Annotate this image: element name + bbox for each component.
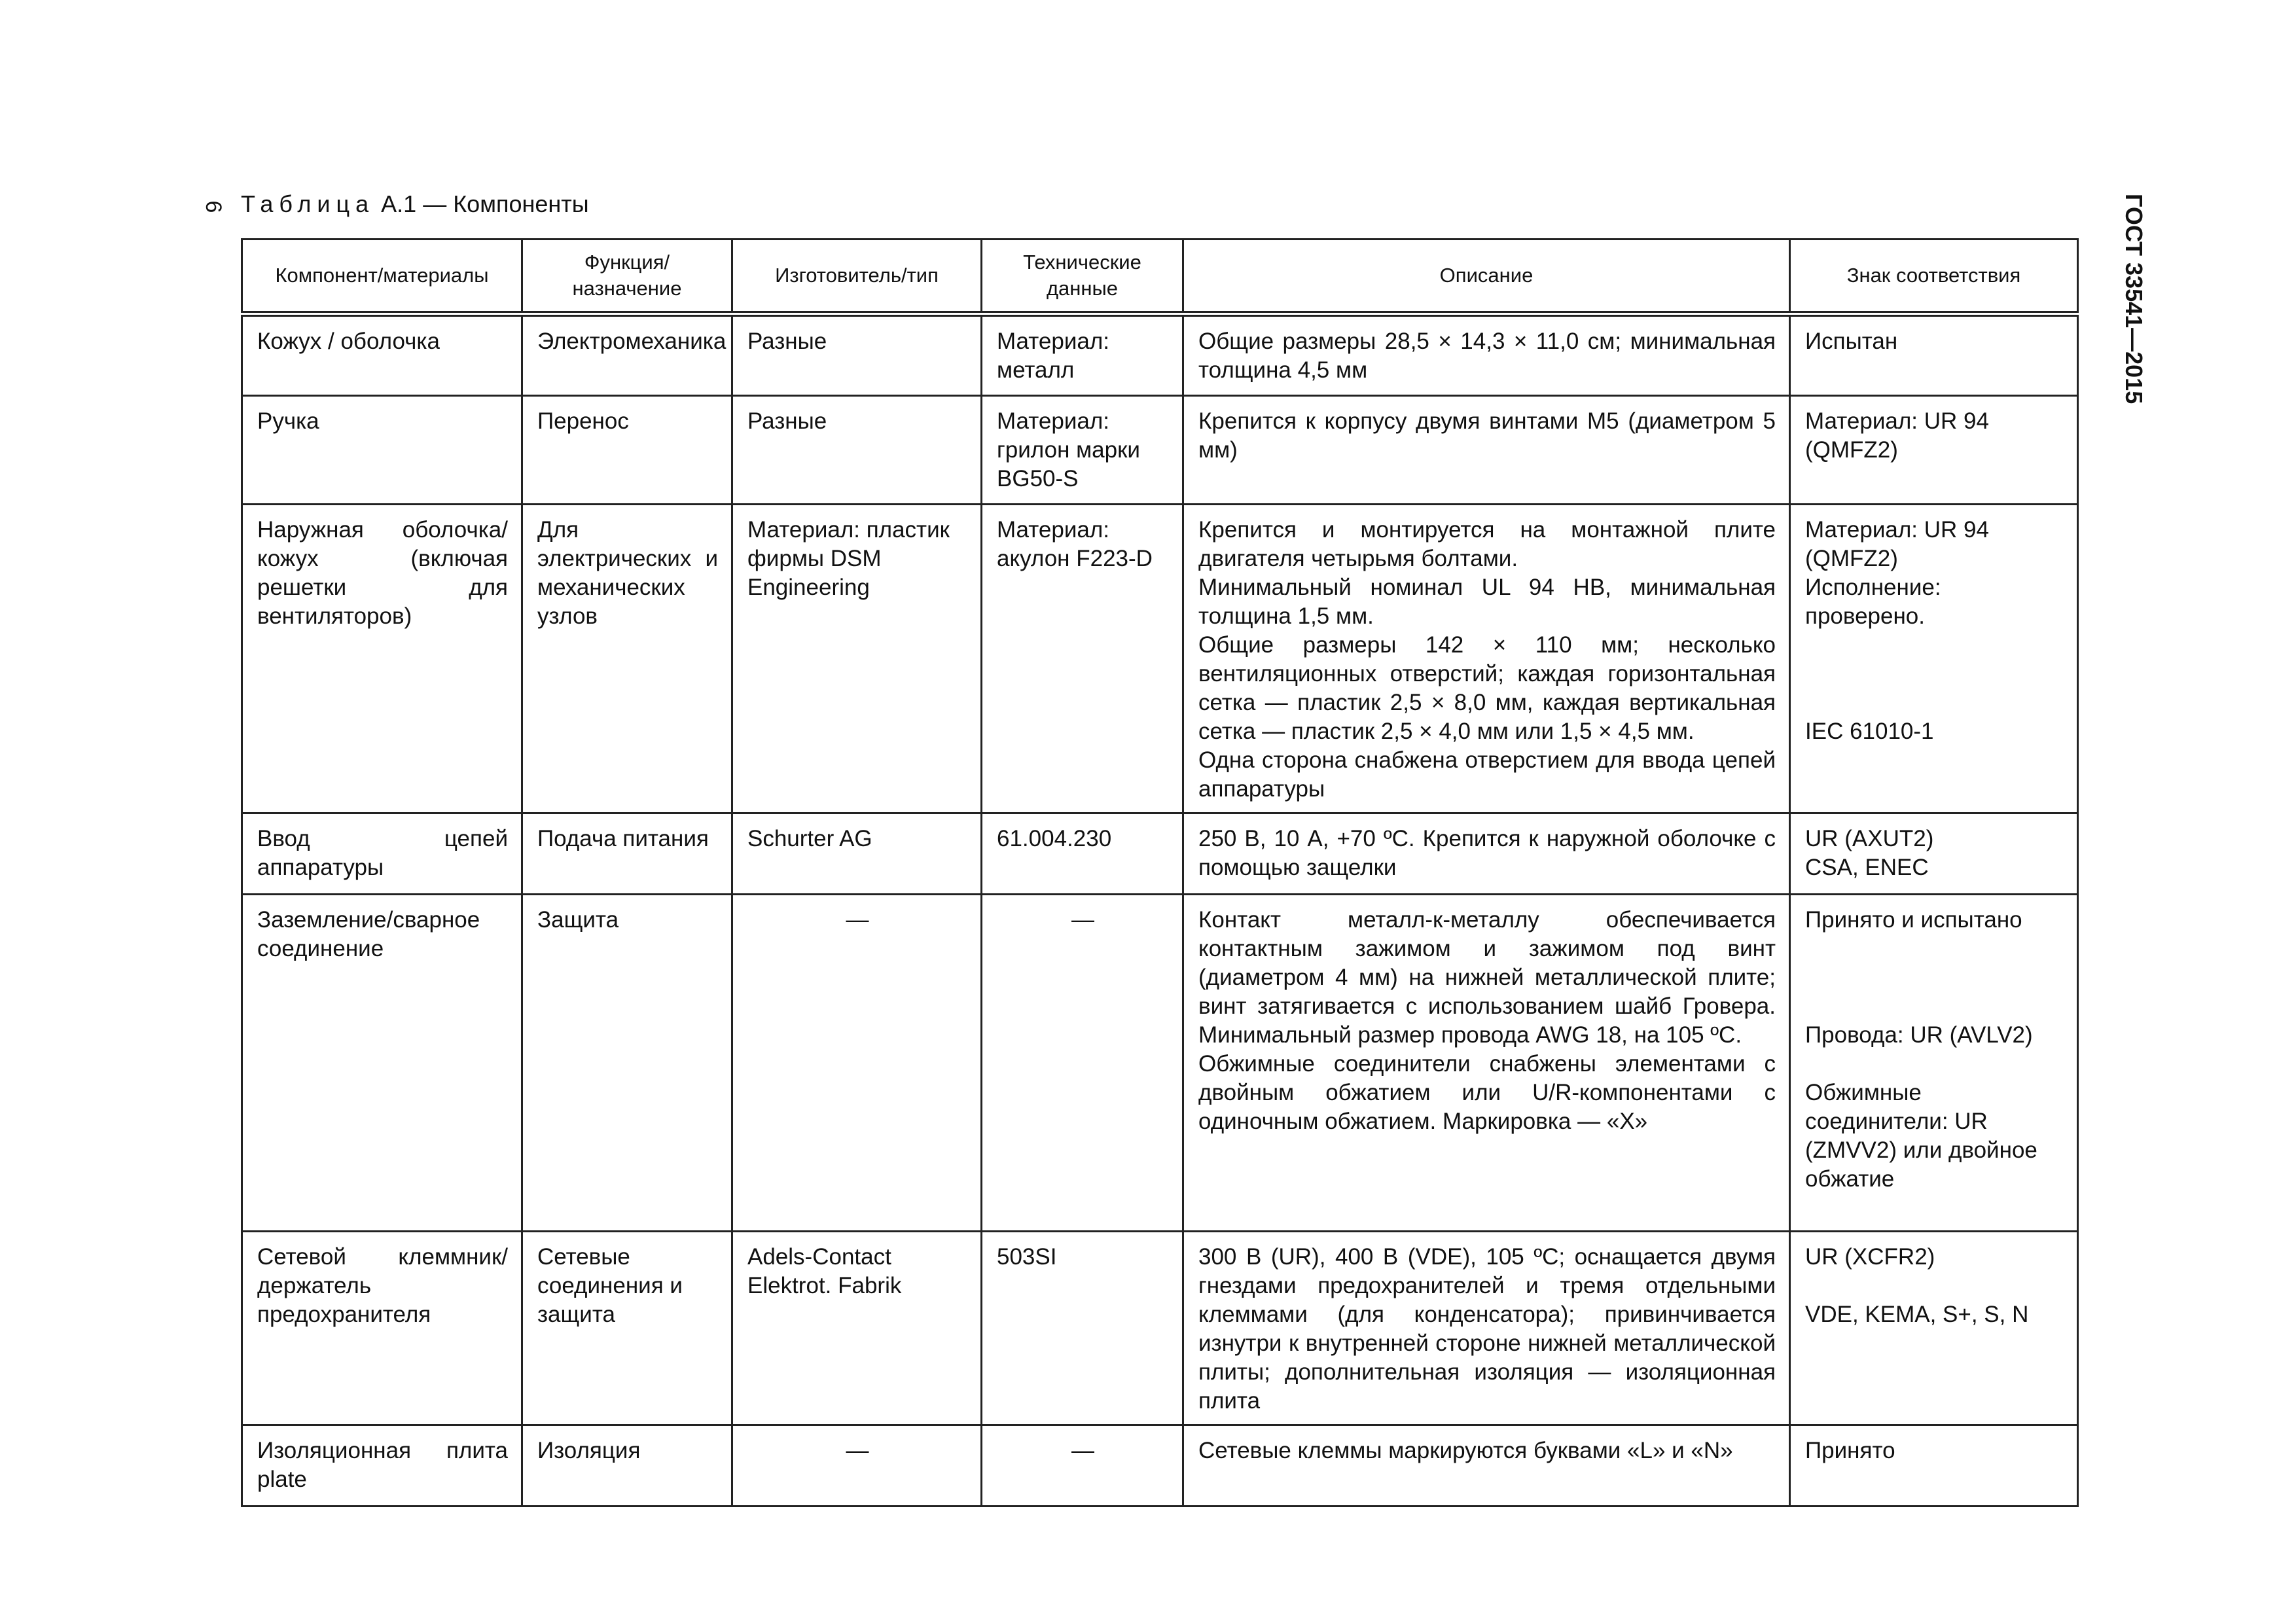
cell-description: Крепится к корпусу двумя винтами М5 (диаметром 5 мм) — [1183, 396, 1790, 505]
cell-component: Заземление/сварное соединение — [242, 895, 522, 1232]
cell-function: Сетевые соединения и защита — [522, 1232, 732, 1425]
spacer — [1805, 631, 2064, 660]
spacer — [1805, 935, 2064, 963]
description-paragraph: Обжимные соединители снабжены элементами с двойным обжатием или U/R-компонентами с одиночным обжатием. Маркировка — «X» — [1198, 1051, 1776, 1134]
cell-manufacturer: — — [732, 895, 982, 1232]
cell-function: Подача питания — [522, 813, 732, 895]
conformity-item: Обжимные соединители: UR (ZMVV2) или двойное обжатие — [1805, 1080, 2037, 1192]
table-caption — [241, 190, 589, 219]
cell-component: Ручка — [242, 396, 522, 505]
spacer — [1805, 660, 2064, 688]
description-paragraph: Контакт металл-к-металлу обеспечивается контактным зажимом и зажимом под винт (диаметром 4 мм) на нижней металлической плите; винт затягивается с использованием шайб Гровера. Минимальный размер провода AWG 18, на 105 ºС. — [1198, 907, 1776, 1048]
table-row — [242, 813, 2078, 895]
conformity-item: Материал: UR 94 (QMFZ2) — [1805, 517, 1989, 571]
cell-description: 250 В, 10 А, +70 ºС. Крепится к наружной оболочке с помощью защелки — [1183, 813, 1790, 895]
table-header-row — [242, 240, 2078, 314]
cell-manufacturer: — — [732, 1425, 982, 1507]
conformity-item: UR (XCFR2) — [1805, 1244, 1935, 1270]
cell-component: Сетевой клеммник/ держатель предохранителя — [242, 1232, 522, 1425]
cell-conformity: Материал: UR 94 (QMFZ2) — [1790, 396, 2078, 505]
cell-tech-data: — — [982, 895, 1183, 1232]
spacer — [1805, 1050, 2064, 1079]
cell-tech-data: 503SI — [982, 1232, 1183, 1425]
table-caption-lead: Таблица — [241, 190, 375, 217]
table-row — [242, 314, 2078, 396]
spacer — [1805, 688, 2064, 717]
standard-designation-holder — [2108, 194, 2160, 495]
table-row — [242, 396, 2078, 505]
cell-manufacturer: Schurter AG — [732, 813, 982, 895]
cell-manufacturer: Adels-Contact Elektrot. Fabrik — [732, 1232, 982, 1425]
header-component: Компонент/материалы — [242, 240, 522, 314]
cell-conformity — [1790, 505, 2078, 813]
cell-manufacturer: Разные — [732, 314, 982, 396]
header-description: Описание — [1183, 240, 1790, 314]
cell-description: Общие размеры 28,5 × 14,3 × 11,0 см; минимальная толщина 4,5 мм — [1183, 314, 1790, 396]
cell-component: Наружная оболочка/ кожух (включая решетки для вентиляторов) — [242, 505, 522, 813]
header-tech-data: Технические данные — [982, 240, 1183, 314]
cell-description — [1183, 895, 1790, 1232]
table-row — [242, 895, 2078, 1232]
cell-description — [1183, 505, 1790, 813]
cell-component: Ввод цепей аппаратуры — [242, 813, 522, 895]
cell-function: Для электрических и механических узлов — [522, 505, 732, 813]
conformity-item: CSA, ENEC — [1805, 855, 1929, 880]
cell-function: Электромеханика — [522, 314, 732, 396]
cell-tech-data: Материал: металл — [982, 314, 1183, 396]
cell-function: Изоляция — [522, 1425, 732, 1507]
description-paragraph: Общие размеры 142 × 110 мм; несколько вентиляционных отверстий; каждая горизонтальная сетка — пластик 2,5 × 8,0 мм, каждая вертикальная сетка — пластик 2,5 × 4,0 мм или 1,5 × 4,5 мм. — [1198, 632, 1776, 744]
cell-description: 300 В (UR), 400 В (VDE), 105 ºС; оснащается двумя гнездами предохранителей и тремя отдельными клеммами (для конденсатора); привинчивается изнутри к внутренней стороне нижней металлической плиты; дополнительная изоляция — изоляционная плита — [1183, 1232, 1790, 1425]
description-paragraph: Минимальный номинал UL 94 HB, минимальная толщина 1,5 мм. — [1198, 575, 1776, 629]
cell-tech-data: Материал: грилон марки BG50-S — [982, 396, 1183, 505]
standard-designation: ГОСТ 33541—2015 — [2121, 194, 2147, 404]
cell-tech-data: Материал: акулон F223-D — [982, 505, 1183, 813]
cell-conformity — [1790, 895, 2078, 1232]
table-caption-title: А.1 — Компоненты — [381, 190, 589, 217]
cell-conformity — [1790, 813, 2078, 895]
spacer — [1805, 963, 2064, 992]
conformity-item: Исполнение: проверено. — [1805, 575, 1941, 629]
spacer — [1805, 1272, 2064, 1300]
cell-tech-data: — — [982, 1425, 1183, 1507]
cell-conformity — [1790, 1232, 2078, 1425]
page-number: 6 — [201, 200, 226, 213]
cell-function: Перенос — [522, 396, 732, 505]
header-manufacturer: Изготовитель/тип — [732, 240, 982, 314]
table-row — [242, 1232, 2078, 1425]
components-table — [241, 238, 2079, 1507]
spacer — [1805, 992, 2064, 1021]
cell-tech-data: 61.004.230 — [982, 813, 1183, 895]
cell-function: Защита — [522, 895, 732, 1232]
description-paragraph: Одна сторона снабжена отверстием для ввода цепей аппаратуры — [1198, 747, 1776, 802]
conformity-item: UR (AXUT2) — [1805, 826, 1934, 851]
conformity-item: IEC 61010-1 — [1805, 719, 1934, 744]
cell-component: Кожух / оболочка — [242, 314, 522, 396]
table-row — [242, 505, 2078, 813]
conformity-item: VDE, KEMA, S+, S, N — [1805, 1302, 2029, 1327]
cell-manufacturer: Разные — [732, 396, 982, 505]
header-conformity: Знак соответствия — [1790, 240, 2078, 314]
cell-conformity: Принято — [1790, 1425, 2078, 1507]
cell-component: Изоляционная плита plate — [242, 1425, 522, 1507]
conformity-item: Принято и испытано — [1805, 907, 2022, 933]
cell-description: Сетевые клеммы маркируются буквами «L» и «N» — [1183, 1425, 1790, 1507]
cell-manufacturer: Материал: пластик фирмы DSM Engineering — [732, 505, 982, 813]
description-paragraph: Крепится и монтируется на монтажной плите двигателя четырьмя болтами. — [1198, 517, 1776, 571]
conformity-item: Провода: UR (AVLV2) — [1805, 1022, 2033, 1048]
header-function: Функция/ назначение — [522, 240, 732, 314]
table-row — [242, 1425, 2078, 1507]
cell-conformity: Испытан — [1790, 314, 2078, 396]
